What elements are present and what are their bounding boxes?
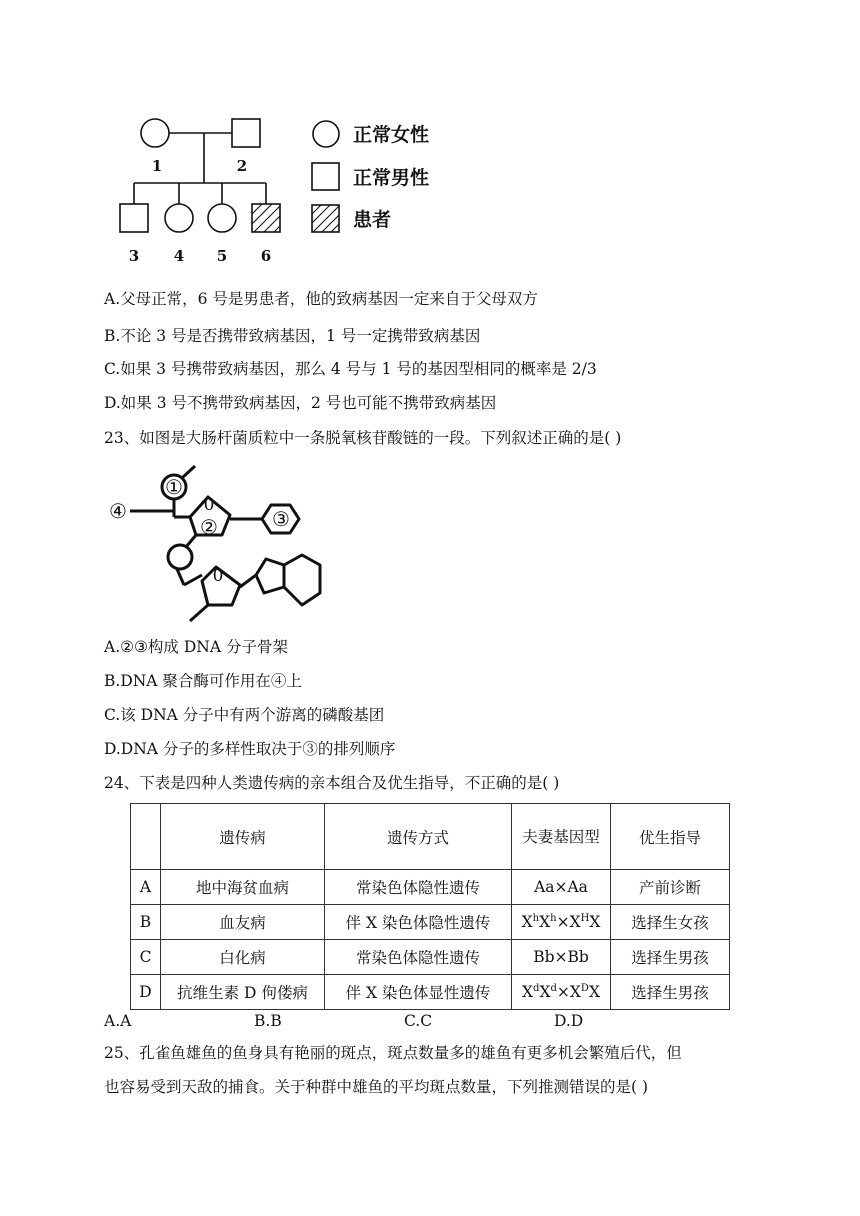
nucleotide-chain-figure bbox=[100, 455, 330, 625]
row-b-disease: 血友病 bbox=[161, 905, 325, 940]
row-d-genotype: $X^dX^d\times X^DX$ bbox=[512, 975, 611, 1010]
row-b-mode: 伴 X 染色体隐性遗传 bbox=[325, 905, 512, 940]
q24-option-a: A.A bbox=[104, 1012, 132, 1030]
header-mode: 遗传方式 bbox=[325, 804, 512, 870]
q24-option-c: C.C bbox=[404, 1012, 433, 1030]
header-advice: 优生指导 bbox=[611, 804, 730, 870]
q22-option-d: D.如果 3 号不携带致病基因，2 号也可能不携带致病基因 bbox=[104, 394, 497, 412]
label-circled-4: ④ bbox=[109, 499, 127, 523]
row-d-mode: 伴 X 染色体显性遗传 bbox=[325, 975, 512, 1010]
pedigree-figure bbox=[100, 100, 460, 270]
table-header-row bbox=[131, 804, 730, 870]
row-a-mode: 常染色体隐性遗传 bbox=[325, 870, 512, 905]
q23-option-b: B.DNA 聚合酶可作用在④上 bbox=[104, 672, 302, 690]
q23-option-a: A.②③构成 DNA 分子骨架 bbox=[104, 638, 288, 656]
row-a-id: A bbox=[131, 870, 161, 905]
label-2: 2 bbox=[236, 157, 248, 175]
q25-stem-line1: 25、孔雀鱼雄鱼的鱼身具有艳丽的斑点，斑点数量多的雄鱼有更多机会繁殖后代，但 bbox=[104, 1044, 682, 1062]
row-c-mode: 常染色体隐性遗传 bbox=[325, 940, 512, 975]
row-c-disease: 白化病 bbox=[161, 940, 325, 975]
row-c-advice: 选择生男孩 bbox=[611, 940, 730, 975]
row-a-disease: 地中海贫血病 bbox=[161, 870, 325, 905]
row-b-genotype: $X^hX^h\times X^HX$ bbox=[512, 905, 611, 940]
row-d-id: D bbox=[131, 975, 161, 1010]
q23-stem: 23、如图是大肠杆菌质粒中一条脱氧核苷酸链的一段。下列叙述正确的是( ) bbox=[104, 429, 622, 447]
label-circled-3: ③ bbox=[272, 507, 290, 531]
row-c-genotype: Bb×Bb bbox=[512, 940, 611, 975]
individual-5 bbox=[208, 204, 236, 232]
q23-option-c: C.该 DNA 分子中有两个游离的磷酸基团 bbox=[104, 706, 385, 724]
phosphate-2-circle bbox=[168, 545, 192, 569]
row-d-disease: 抗维生素 D 佝偻病 bbox=[161, 975, 325, 1010]
individual-6 bbox=[252, 204, 280, 232]
q25-stem-line2: 也容易受到天敌的捕食。关于种群中雄鱼的平均斑点数量，下列推测错误的是( ) bbox=[104, 1078, 649, 1096]
label-oxygen-upper: 0 bbox=[203, 495, 215, 515]
row-c-id: C bbox=[131, 940, 161, 975]
q23-option-d: D.DNA 分子的多样性取决于③的排列顺序 bbox=[104, 740, 396, 758]
label-oxygen-lower: 0 bbox=[212, 566, 224, 586]
row-a-advice: 产前诊断 bbox=[611, 870, 730, 905]
legend-male-symbol bbox=[312, 163, 339, 190]
legend-patient-label: 患者 bbox=[353, 209, 392, 231]
label-6: 6 bbox=[260, 247, 272, 265]
q24-stem: 24、下表是四种人类遗传病的亲本组合及优生指导，不正确的是( ) bbox=[104, 774, 560, 792]
row-a-genotype: Aa×Aa bbox=[512, 870, 611, 905]
label-circled-1: ① bbox=[165, 475, 183, 499]
q24-option-b: B.B bbox=[254, 1012, 282, 1030]
row-d-advice: 选择生男孩 bbox=[611, 975, 730, 1010]
table-row bbox=[131, 940, 730, 975]
label-4: 4 bbox=[173, 247, 185, 265]
individual-2 bbox=[232, 119, 260, 147]
genetic-disease-table bbox=[130, 803, 730, 1010]
label-3: 3 bbox=[128, 247, 140, 265]
legend-female-symbol bbox=[313, 121, 339, 147]
table-row bbox=[131, 870, 730, 905]
header-blank bbox=[131, 804, 161, 870]
q24-option-d: D.D bbox=[554, 1012, 584, 1030]
q22-option-c: C.如果 3 号携带致病基因，那么 4 号与 1 号的基因型相同的概率是 2/3 bbox=[104, 360, 597, 378]
base-purine bbox=[256, 559, 284, 593]
q22-option-b: B.不论 3 号是否携带致病基因，1 号一定携带致病基因 bbox=[104, 327, 481, 345]
header-disease: 遗传病 bbox=[161, 804, 325, 870]
table-row bbox=[131, 905, 730, 940]
row-b-id: B bbox=[131, 905, 161, 940]
individual-1 bbox=[141, 119, 169, 147]
label-circled-2: ② bbox=[200, 515, 218, 539]
label-1: 1 bbox=[151, 157, 163, 175]
header-genotype: 夫妻基因型 bbox=[512, 804, 611, 870]
label-5: 5 bbox=[216, 247, 228, 265]
individual-3 bbox=[120, 204, 148, 232]
legend-female-label: 正常女性 bbox=[353, 124, 430, 146]
table-row bbox=[131, 975, 730, 1010]
legend-male-label: 正常男性 bbox=[353, 167, 430, 189]
q22-option-a: A.父母正常，6 号是男患者，他的致病基因一定来自于父母双方 bbox=[104, 290, 538, 308]
row-b-advice: 选择生女孩 bbox=[611, 905, 730, 940]
individual-4 bbox=[165, 204, 193, 232]
